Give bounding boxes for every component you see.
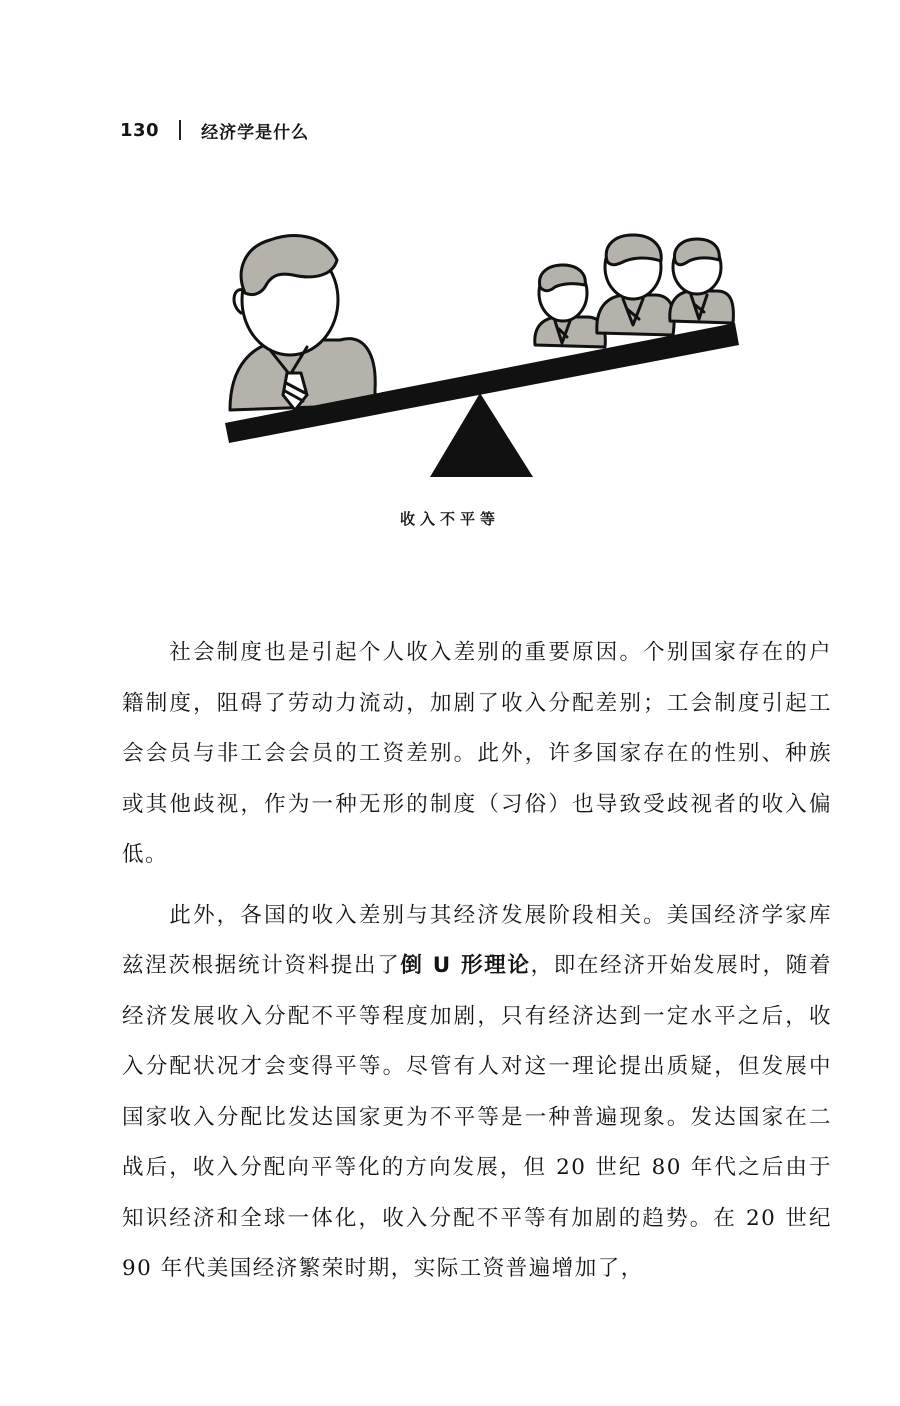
paragraph-2-text-before: 此外，各国的收入差别与其经济发展阶段相关。美国经济学家库兹涅茨根据统计资料提出了	[122, 902, 832, 978]
paragraph-2	[122, 891, 832, 1295]
inverted-u-theory-term: 倒 U 形理论	[400, 953, 531, 978]
paragraph-2-text-after: ，即在经济开始发展时，随着经济发展收入分配不平等程度加剧，只有经济达到一定水平之后，收入分配状况才会变得平等。尽管有人对这一理论提出质疑，但发展中国家收入分配比发达国家更为不平等是一种普遍现象。发达国家在二战后，收入分配向平等化的方向发展，但 20 世纪 80 年代之后由于知识经济和全球一体化，收入分配不平等有加剧的趋势。在 20 世纪 90 年代美国经济繁荣时期，实际工资普遍增加了，	[122, 953, 832, 1281]
page-number: 130	[120, 119, 160, 141]
running-header	[120, 115, 309, 145]
seesaw-illustration	[215, 225, 755, 485]
paragraph-1: 社会制度也是引起个人收入差别的重要原因。个别国家存在的户籍制度，阻碍了劳动力流动，加剧了收入分配差别；工会制度引起工会会员与非工会会员的工资差别。此外，许多国家存在的性别、种族或其他歧视，作为一种无形的制度（习俗）也导致受歧视者的收入偏低。	[122, 640, 832, 867]
body-text	[122, 628, 832, 1305]
seesaw-fulcrum	[430, 393, 533, 477]
header-divider	[179, 120, 181, 140]
rich-person-figure	[230, 236, 375, 410]
book-title: 经济学是什么	[201, 122, 310, 143]
figure-caption: 收入不平等	[399, 510, 500, 528]
